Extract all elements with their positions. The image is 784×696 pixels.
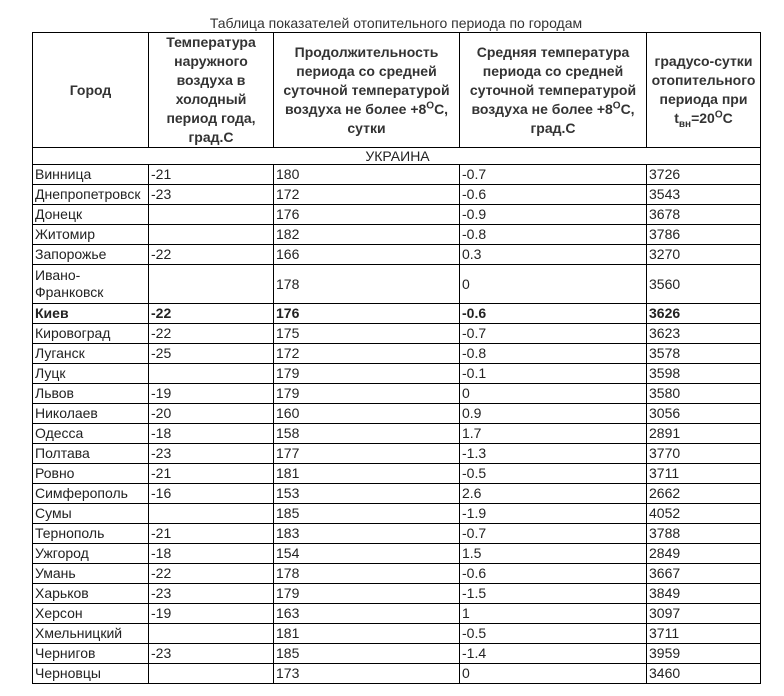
city-cell: Одесса [33,424,149,444]
duration-cell: 176 [274,304,460,324]
city-cell: Житомир [33,225,149,245]
header-degree-days: градусо-сутки отопительного периода при $t_{вн}=20^OC$ [647,33,761,148]
duration-cell: 182 [274,225,460,245]
duration-cell: 185 [274,644,460,664]
avg-temp-cell: -1.5 [460,584,647,604]
degree-days-cell: 3959 [647,644,761,664]
table-row [33,344,761,364]
degree-days-cell: 4052 [647,504,761,524]
temp-cell [149,265,274,304]
city-cell: Умань [33,564,149,584]
avg-temp-cell: 0 [460,664,647,684]
temp-cell: -20 [149,404,274,424]
duration-cell: 158 [274,424,460,444]
duration-cell: 178 [274,564,460,584]
table-row [33,484,761,504]
temp-cell: -23 [149,444,274,464]
region-row [33,148,761,165]
table-row [33,624,761,644]
avg-temp-cell: -0.7 [460,324,647,344]
avg-temp-cell: 2.6 [460,484,647,504]
table-row [33,604,761,624]
avg-temp-cell: -0.6 [460,304,647,324]
avg-temp-cell: 0 [460,384,647,404]
header-city: Город [33,33,149,148]
table-row [33,404,761,424]
duration-cell: 185 [274,504,460,524]
avg-temp-cell: 1.5 [460,544,647,564]
city-cell: Ровно [33,464,149,484]
temp-cell: -18 [149,424,274,444]
degree-days-cell: 3678 [647,205,761,225]
temp-cell: -22 [149,324,274,344]
city-cell: Чернигов [33,644,149,664]
temp-cell: -18 [149,544,274,564]
temp-cell: -21 [149,165,274,185]
table-row [33,504,761,524]
city-cell: Сумы [33,504,149,524]
temp-cell [149,364,274,384]
avg-temp-cell: -0.6 [460,564,647,584]
duration-cell: 178 [274,265,460,304]
temp-cell [149,504,274,524]
temp-cell: -19 [149,384,274,404]
city-cell: Луцк [33,364,149,384]
city-cell: Ужгород [33,544,149,564]
degree-days-cell: 3623 [647,324,761,344]
heating-period-table [32,32,761,684]
duration-cell: 176 [274,205,460,225]
degree-days-cell: 3580 [647,384,761,404]
table-row [33,584,761,604]
temp-cell: -25 [149,344,274,364]
table-row [33,205,761,225]
degree-days-cell: 3711 [647,464,761,484]
duration-cell: 179 [274,364,460,384]
degree-days-cell: 3788 [647,524,761,544]
temp-cell: -22 [149,564,274,584]
city-cell: Херсон [33,604,149,624]
avg-temp-cell: 0.3 [460,245,647,265]
city-cell: Кировоград [33,324,149,344]
degree-days-cell: 3460 [647,664,761,684]
degree-days-cell: 2662 [647,484,761,504]
city-cell: Николаев [33,404,149,424]
table-row [33,245,761,265]
table-row [33,185,761,205]
table-row [33,444,761,464]
city-cell: Львов [33,384,149,404]
avg-temp-cell: 0.9 [460,404,647,424]
table-row [33,384,761,404]
table-row [33,644,761,664]
table-row [33,664,761,684]
avg-temp-cell: -0.7 [460,165,647,185]
degree-days-cell: 3578 [647,344,761,364]
table-row [33,564,761,584]
duration-cell: 172 [274,185,460,205]
header-duration: Продолжительность периода со средней суточной температурой воздуха не более $+8^OC$, сутки [274,33,460,148]
avg-temp-cell: -0.8 [460,344,647,364]
degree-days-cell: 3598 [647,364,761,384]
degree-days-cell: 3770 [647,444,761,464]
city-cell: Днепропетровск [33,185,149,205]
temp-cell: -23 [149,584,274,604]
city-cell: Донецк [33,205,149,225]
duration-cell: 153 [274,484,460,504]
degree-days-cell: 3543 [647,185,761,205]
table-row [33,524,761,544]
avg-temp-cell: -0.6 [460,185,647,205]
city-cell: Харьков [33,584,149,604]
city-cell: Запорожье [33,245,149,265]
degree-days-cell: 3849 [647,584,761,604]
duration-cell: 172 [274,344,460,364]
avg-temp-cell: -0.7 [460,524,647,544]
degree-days-cell: 3270 [647,245,761,265]
table-row [33,225,761,245]
table-row-highlighted [33,304,761,324]
degree-days-cell: 3097 [647,604,761,624]
avg-temp-cell: -0.5 [460,624,647,644]
temp-cell: -22 [149,304,274,324]
duration-cell: 166 [274,245,460,265]
degree-days-cell: 2891 [647,424,761,444]
temp-cell: -23 [149,644,274,664]
degree-days-cell: 3626 [647,304,761,324]
temp-cell: -16 [149,484,274,504]
degree-days-cell: 3667 [647,564,761,584]
duration-cell: 177 [274,444,460,464]
degree-days-cell: 3726 [647,165,761,185]
table-row [33,464,761,484]
avg-temp-cell: -1.3 [460,444,647,464]
degree-days-cell: 2849 [647,544,761,564]
table-row [33,165,761,185]
duration-cell: 180 [274,165,460,185]
temp-cell: -21 [149,524,274,544]
degree-days-cell: 3056 [647,404,761,424]
city-cell: Киев [33,304,149,324]
header-row [33,33,761,148]
table-row [33,364,761,384]
duration-cell: 181 [274,624,460,644]
temp-cell [149,624,274,644]
table-row [33,424,761,444]
city-cell: Винница [33,165,149,185]
city-cell: Черновцы [33,664,149,684]
region-label: УКРАИНА [33,148,761,165]
city-cell: Хмельницкий [33,624,149,644]
avg-temp-cell: -0.1 [460,364,647,384]
temp-cell [149,664,274,684]
degree-days-cell: 3711 [647,624,761,644]
degree-days-cell: 3560 [647,265,761,304]
city-cell: Ивано-Франковск [33,265,149,304]
avg-temp-cell: -0.9 [460,205,647,225]
city-cell: Полтава [33,444,149,464]
temp-cell: -21 [149,464,274,484]
table-row [33,324,761,344]
temp-cell [149,205,274,225]
temp-cell [149,225,274,245]
duration-cell: 179 [274,384,460,404]
duration-cell: 183 [274,524,460,544]
table-row [33,265,761,304]
header-outdoor-temp: Температура наружного воздуха в холодный период года, град.С [149,33,274,148]
temp-cell: -22 [149,245,274,265]
table-caption: Таблица показателей отопительного периода по городам [209,15,583,31]
duration-cell: 173 [274,664,460,684]
table-row [33,544,761,564]
avg-temp-cell: 1.7 [460,424,647,444]
city-cell: Луганск [33,344,149,364]
city-cell: Симферополь [33,484,149,504]
duration-cell: 181 [274,464,460,484]
temp-cell: -23 [149,185,274,205]
temp-cell: -19 [149,604,274,624]
duration-cell: 160 [274,404,460,424]
avg-temp-cell: 0 [460,265,647,304]
duration-cell: 163 [274,604,460,624]
degree-days-cell: 3786 [647,225,761,245]
avg-temp-cell: -0.8 [460,225,647,245]
avg-temp-cell: -1.9 [460,504,647,524]
city-cell: Тернополь [33,524,149,544]
duration-cell: 154 [274,544,460,564]
avg-temp-cell: 1 [460,604,647,624]
avg-temp-cell: -0.5 [460,464,647,484]
header-average-temp: Средняя температура периода со средней суточной температурой воздуха не более $+8^OC$, град.С [460,33,647,148]
duration-cell: 175 [274,324,460,344]
avg-temp-cell: -1.4 [460,644,647,664]
duration-cell: 179 [274,584,460,604]
